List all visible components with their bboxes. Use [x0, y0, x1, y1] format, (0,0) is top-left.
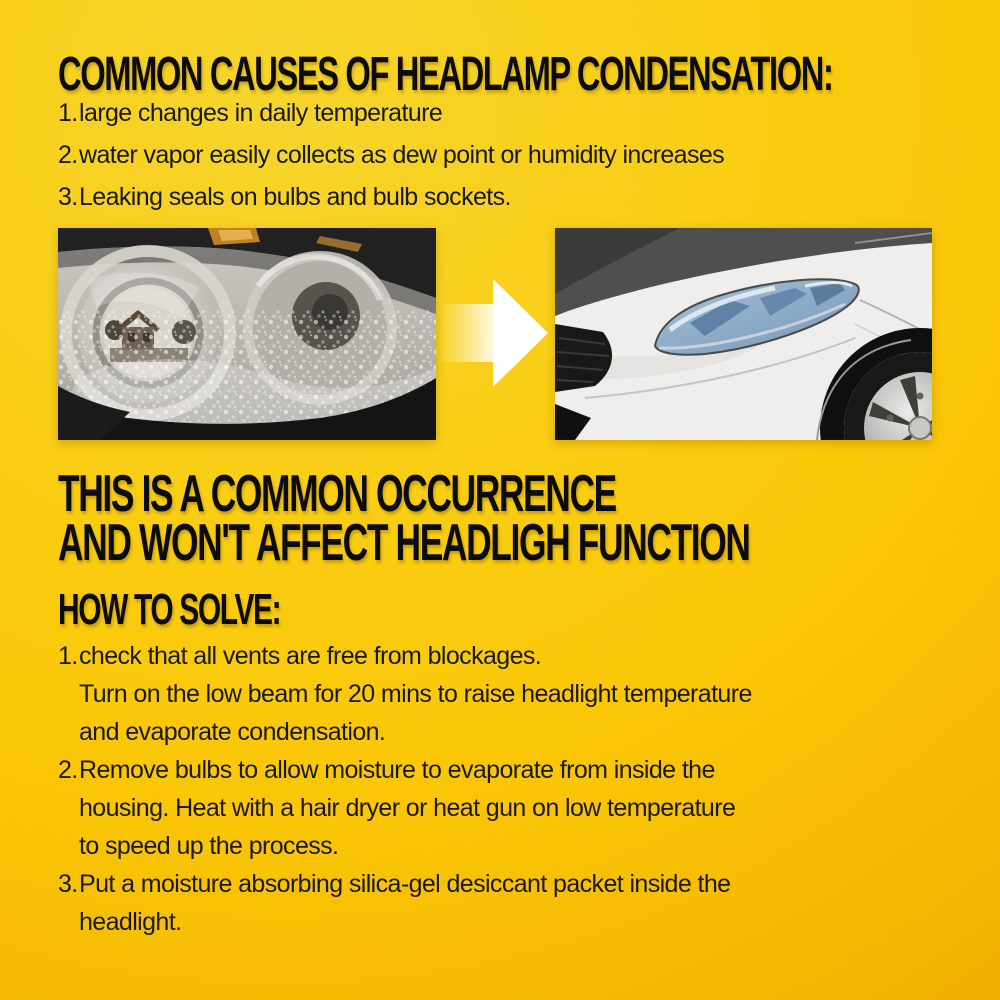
- item-text: Leaking seals on bulbs and bulb sockets.: [79, 183, 511, 211]
- item-text: Remove bulbs to allow moisture to evaporate from inside the: [79, 756, 715, 784]
- statement-line-2: AND WON'T AFFECT HEADLIGH FUNCTION: [58, 514, 750, 572]
- fogged-headlight-illustration: [58, 228, 436, 440]
- causes-item-2: [58, 134, 724, 176]
- item-text: Turn on the low beam for 20 mins to raise headlight temperature: [79, 680, 752, 708]
- item-number: 1.: [58, 642, 78, 670]
- causes-item-1: [58, 92, 724, 134]
- clear-headlight-illustration: [555, 228, 932, 440]
- fogged-headlight-photo: [58, 228, 436, 440]
- solve-item-1-line-3: [58, 713, 752, 751]
- item-text: Put a moisture absorbing silica-gel desiccant packet inside the: [79, 870, 731, 898]
- solve-item-2: [58, 751, 752, 789]
- item-text: and evaporate condensation.: [79, 718, 386, 746]
- item-text: housing. Heat with a hair dryer or heat gun on low temperature: [79, 794, 736, 822]
- solve-heading: HOW TO SOLVE:: [58, 585, 281, 634]
- arrow-tail: [441, 304, 499, 362]
- clear-headlight-photo: [555, 228, 932, 440]
- item-number: 3.: [58, 870, 78, 898]
- statement-line-1: THIS IS A COMMON OCCURRENCE: [58, 465, 616, 523]
- causes-item-3: [58, 176, 724, 218]
- item-text: large changes in daily temperature: [79, 99, 443, 127]
- item-text: to speed up the process.: [79, 832, 339, 860]
- solve-item-3: [58, 865, 752, 903]
- causes-heading: COMMON CAUSES OF HEADLAMP CONDENSATION:: [58, 48, 833, 101]
- item-number: 2.: [58, 141, 78, 169]
- item-number: 3.: [58, 183, 78, 211]
- solve-item-3-line-2: [58, 903, 752, 941]
- item-text: check that all vents are free from blockages.: [79, 642, 542, 670]
- solve-item-2-line-2: [58, 789, 752, 827]
- item-text: water vapor easily collects as dew point or humidity increases: [79, 141, 725, 169]
- solve-item-2-line-3: [58, 827, 752, 865]
- item-number: 2.: [58, 756, 78, 784]
- solve-list: [58, 637, 752, 941]
- item-text: headlight.: [79, 908, 182, 936]
- causes-list: [58, 92, 724, 218]
- item-number: 1.: [58, 99, 78, 127]
- solve-item-1: [58, 637, 752, 675]
- arrow-head: [493, 279, 548, 387]
- right-arrow-icon: [441, 279, 547, 387]
- solve-item-1-line-2: [58, 675, 752, 713]
